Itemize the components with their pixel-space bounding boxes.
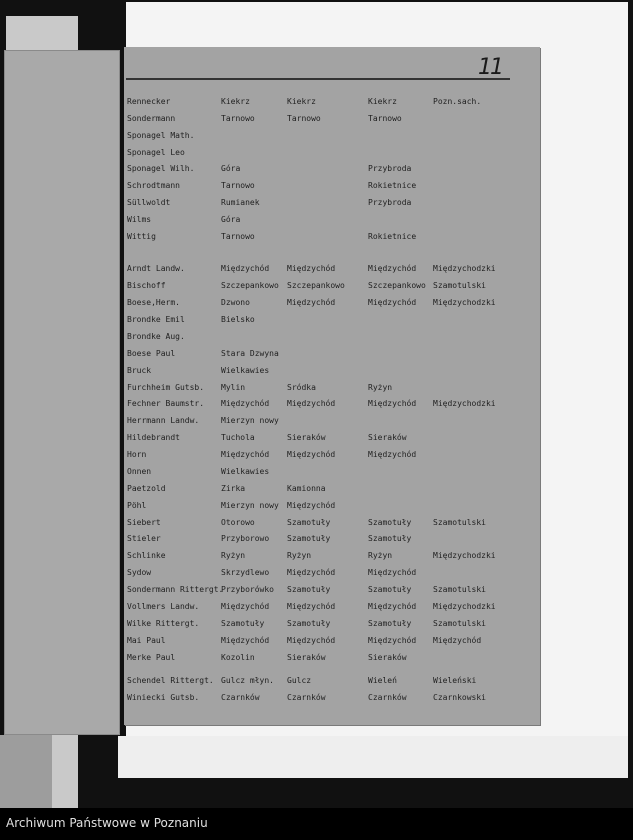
row-8-surname: Wittig [127, 232, 156, 241]
row-0-surname: Rennecker [127, 97, 171, 106]
row-11-surname: Boese,Herm. [127, 298, 180, 307]
row-4-registry: Przybroda [368, 164, 412, 173]
row-16-registry: Ryżyn [368, 383, 393, 392]
row-9-locality: Międzychód [221, 264, 270, 273]
row-32-post-office: Sieraków [287, 653, 326, 662]
row-8-registry: Rokietnice [368, 232, 417, 241]
row-31-county: Międzychód [433, 636, 482, 645]
row-15-locality: Wielkawies [221, 366, 270, 375]
row-25-registry: Szamotuły [368, 534, 412, 543]
row-28-county: Szamotulski [433, 585, 486, 594]
row-23-post-office: Międzychód [287, 501, 336, 510]
row-33-county: Wieleński [433, 676, 477, 685]
row-33-locality: Gulcz młyn. [221, 676, 274, 685]
row-4-surname: Sponagel Wilh. [127, 164, 195, 173]
row-22-locality: Zirka [221, 484, 246, 493]
row-33-post-office: Gulcz [287, 676, 312, 685]
row-18-surname: Herrmann Landw. [127, 416, 200, 425]
row-30-county: Szamotulski [433, 619, 486, 628]
row-28-post-office: Szamotuły [287, 585, 331, 594]
row-11-locality: Dzwono [221, 298, 250, 307]
row-26-surname: Schlinke [127, 551, 166, 560]
row-19-post-office: Sieraków [287, 433, 326, 442]
row-27-post-office: Międzychód [287, 568, 336, 577]
row-17-surname: Fechner Baumstr. [127, 399, 205, 408]
row-4-locality: Góra [221, 164, 241, 173]
row-3-surname: Sponagel Leo [127, 148, 185, 157]
row-29-registry: Międzychód [368, 602, 417, 611]
row-10-post-office: Szczepankowo [287, 281, 345, 290]
row-24-registry: Szamotuły [368, 518, 412, 527]
row-23-surname: Pöhl [127, 501, 147, 510]
row-22-post-office: Kamionna [287, 484, 326, 493]
row-25-surname: Stieler [127, 534, 161, 543]
row-1-surname: Sondermann [127, 114, 176, 123]
row-10-county: Szamotulski [433, 281, 486, 290]
row-26-post-office: Ryżyn [287, 551, 312, 560]
row-11-post-office: Międzychód [287, 298, 336, 307]
row-20-post-office: Międzychód [287, 450, 336, 459]
row-32-registry: Sieraków [368, 653, 407, 662]
row-29-locality: Międzychód [221, 602, 270, 611]
row-10-locality: Szczepankowo [221, 281, 279, 290]
row-31-post-office: Międzychód [287, 636, 336, 645]
row-23-locality: Mierzyn nowy [221, 501, 279, 510]
row-26-locality: Ryżyn [221, 551, 246, 560]
row-31-registry: Międzychód [368, 636, 417, 645]
row-1-locality: Tarnowo [221, 114, 255, 123]
row-16-locality: Mylin [221, 383, 246, 392]
row-16-surname: Furchheim Gutsb. [127, 383, 205, 392]
row-10-registry: Szczepankowo [368, 281, 426, 290]
row-30-registry: Szamotuły [368, 619, 412, 628]
row-30-post-office: Szamotuły [287, 619, 331, 628]
row-27-locality: Skrzydlewo [221, 568, 270, 577]
row-8-locality: Tarnowo [221, 232, 255, 241]
row-7-surname: Wilms [127, 215, 152, 224]
row-20-surname: Horn [127, 450, 147, 459]
row-5-registry: Rokietnice [368, 181, 417, 190]
row-28-locality: Przyborówko [221, 585, 274, 594]
row-17-post-office: Międzychód [287, 399, 336, 408]
film-strip-bottom [0, 735, 52, 808]
row-29-surname: Vollmers Landw. [127, 602, 200, 611]
row-19-registry: Sieraków [368, 433, 407, 442]
row-26-county: Międzychodzki [433, 551, 496, 560]
row-17-county: Międzychodzki [433, 399, 496, 408]
row-0-registry: Kiekrz [368, 97, 397, 106]
row-9-registry: Międzychód [368, 264, 417, 273]
row-12-surname: Brondke Emil [127, 315, 185, 324]
row-32-surname: Merke Paul [127, 653, 176, 662]
row-16-post-office: Sródka [287, 383, 316, 392]
row-29-county: Międzychodzki [433, 602, 496, 611]
row-24-post-office: Szamotuły [287, 518, 331, 527]
row-0-locality: Kiekrz [221, 97, 250, 106]
row-26-registry: Ryżyn [368, 551, 393, 560]
backing-sheet-bottom [118, 736, 628, 778]
row-34-post-office: Czarnków [287, 693, 326, 702]
row-34-county: Czarnkowski [433, 693, 486, 702]
row-11-registry: Międzychód [368, 298, 417, 307]
row-1-post-office: Tarnowo [287, 114, 321, 123]
row-30-surname: Wilke Rittergt. [127, 619, 200, 628]
row-22-surname: Paetzold [127, 484, 166, 493]
row-2-surname: Sponagel Math. [127, 131, 195, 140]
archive-credit: Archiwum Państwowe w Poznaniu [6, 816, 208, 830]
header-rule [126, 78, 510, 80]
row-10-surname: Bischoff [127, 281, 166, 290]
row-24-locality: Otorowo [221, 518, 255, 527]
row-20-locality: Międzychód [221, 450, 270, 459]
row-12-locality: Bielsko [221, 315, 255, 324]
row-33-registry: Wieleń [368, 676, 397, 685]
row-13-surname: Brondke Aug. [127, 332, 185, 341]
row-31-surname: Mai Paul [127, 636, 166, 645]
row-28-surname: Sondermann Rittergt. [127, 585, 224, 594]
row-33-surname: Schendel Rittergt. [127, 676, 214, 685]
row-34-locality: Czarnków [221, 693, 260, 702]
row-27-registry: Międzychód [368, 568, 417, 577]
row-25-post-office: Szamotuły [287, 534, 331, 543]
row-24-surname: Siebert [127, 518, 161, 527]
row-0-county: Pozn.sach. [433, 97, 482, 106]
row-5-surname: Schrodtmann [127, 181, 180, 190]
row-19-locality: Tuchola [221, 433, 255, 442]
row-27-surname: Sydow [127, 568, 152, 577]
row-19-surname: Hildebrandt [127, 433, 180, 442]
row-30-locality: Szamotuły [221, 619, 265, 628]
row-7-locality: Góra [221, 215, 241, 224]
film-strip-panel [4, 50, 120, 735]
row-18-locality: Mierzyn nowy [221, 416, 279, 425]
row-21-locality: Wielkawies [221, 467, 270, 476]
row-31-locality: Międzychód [221, 636, 270, 645]
row-6-locality: Rumianek [221, 198, 260, 207]
row-9-surname: Arndt Landw. [127, 264, 185, 273]
row-0-post-office: Kiekrz [287, 97, 316, 106]
row-9-county: Międzychodzki [433, 264, 496, 273]
page-number: 11 [478, 55, 502, 80]
row-17-registry: Międzychód [368, 399, 417, 408]
row-5-locality: Tarnowo [221, 181, 255, 190]
row-28-registry: Szamotuły [368, 585, 412, 594]
row-32-locality: Kozolin [221, 653, 255, 662]
row-9-post-office: Międzychód [287, 264, 336, 273]
row-14-surname: Boese Paul [127, 349, 176, 358]
row-29-post-office: Międzychód [287, 602, 336, 611]
row-1-registry: Tarnowo [368, 114, 402, 123]
row-24-county: Szamotulski [433, 518, 486, 527]
row-17-locality: Międzychód [221, 399, 270, 408]
row-34-surname: Winiecki Gutsb. [127, 693, 200, 702]
row-34-registry: Czarnków [368, 693, 407, 702]
row-15-surname: Bruck [127, 366, 152, 375]
row-11-county: Międzychodzki [433, 298, 496, 307]
row-14-locality: Stara Dzwyna [221, 349, 279, 358]
row-20-registry: Międzychód [368, 450, 417, 459]
row-6-registry: Przybroda [368, 198, 412, 207]
row-25-locality: Przyborowo [221, 534, 270, 543]
row-21-surname: Onnen [127, 467, 152, 476]
row-6-surname: Süllwoldt [127, 198, 171, 207]
